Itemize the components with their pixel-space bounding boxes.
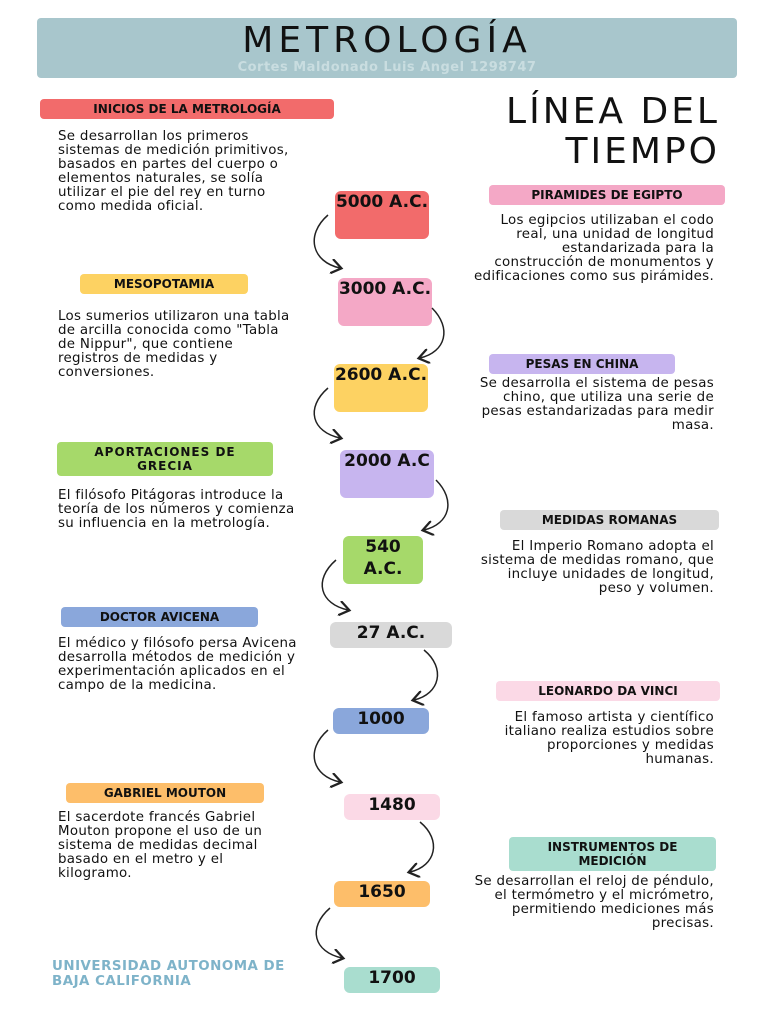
university-name: UNIVERSIDAD AUTONOMA DE BAJA CALIFORNIA: [52, 959, 285, 989]
text-mesopotamia: Los sumerios utilizaron una tabla de arcilla conocida como "Tabla de Nippur", que contiene registros de medidas y conversiones.: [58, 309, 290, 380]
text-romanas: El Imperio Romano adopta el sistema de medidas romano, que incluye unidades de longitud, peso y volumen.: [480, 539, 714, 596]
year-2600: 2600 A.C.: [334, 364, 428, 412]
heading-grecia: APORTACIONES DE GRECIA: [57, 442, 273, 476]
year-1000: 1000: [333, 708, 429, 734]
heading-instrumentos: INSTRUMENTOS DE MEDICIÓN: [509, 837, 716, 871]
arrow-3: [314, 388, 340, 438]
heading-romanas: MEDIDAS ROMANAS: [500, 510, 719, 530]
arrow-4: [424, 480, 448, 530]
arrow-8: [410, 822, 433, 872]
text-grecia: El filósofo Pitágoras introduce la teoría de los números y comienza su influencia en la metrología.: [58, 488, 295, 531]
page-title: METROLOGÍA: [242, 20, 532, 61]
year-540: 540 A.C.: [343, 536, 423, 584]
heading-mouton: GABRIEL MOUTON: [66, 783, 264, 803]
year-3000: 3000 A.C.: [338, 278, 432, 326]
year-1700: 1700: [344, 967, 440, 993]
heading-inicios: INICIOS DE LA METROLOGÍA: [40, 99, 334, 119]
text-china: Se desarrolla el sistema de pesas chino, que utiliza una serie de pesas estandarizadas para medir masa.: [479, 376, 714, 433]
year-1650: 1650: [334, 881, 430, 907]
arrow-6: [414, 650, 437, 700]
heading-egipto: PIRAMIDES DE EGIPTO: [489, 185, 725, 205]
arrow-1: [314, 215, 340, 268]
author-line: Cortes Maldonado Luis Angel 1298747: [237, 60, 537, 75]
year-5000: 5000 A.C.: [335, 191, 429, 239]
arrow-5: [322, 560, 348, 610]
arrow-9: [316, 908, 342, 958]
heading-china: PESAS EN CHINA: [489, 354, 675, 374]
text-davinci: El famoso artista y científico italiano realiza estudios sobre proporciones y medidas humanas.: [504, 710, 714, 767]
year-2000: 2000 A.C: [340, 450, 434, 498]
year-1480: 1480: [344, 794, 440, 820]
heading-mesopotamia: MESOPOTAMIA: [80, 274, 248, 294]
year-27: 27 A.C.: [330, 622, 452, 648]
timeline-title: LÍNEA DEL TIEMPO: [506, 91, 720, 172]
arrow-7: [314, 730, 340, 782]
heading-davinci: LEONARDO DA VINCI: [496, 681, 720, 701]
heading-avicena: DOCTOR AVICENA: [61, 607, 258, 627]
text-instrumentos: Se desarrollan el reloj de péndulo, el termómetro y el micrómetro, permitiendo mediciones más precisas.: [474, 874, 714, 931]
arrow-2: [420, 308, 444, 358]
text-inicios: Se desarrollan los primeros sistemas de medición primitivos, basados en partes del cuerpo o elementos naturales, se solía utilizar el pie del rey en turno como medida oficial.: [58, 129, 289, 214]
text-mouton: El sacerdote francés Gabriel Mouton propone el uso de un sistema de medidas decimal basado en el metro y el kilogramo.: [58, 810, 263, 881]
text-egipto: Los egipcios utilizaban el codo real, una unidad de longitud estandarizada para la construcción de monumentos y edificaciones como sus pirámides.: [474, 213, 715, 284]
text-avicena: El médico y filósofo persa Avicena desarrolla métodos de medición y experimentación aplicados en el campo de la medicina.: [58, 636, 297, 693]
